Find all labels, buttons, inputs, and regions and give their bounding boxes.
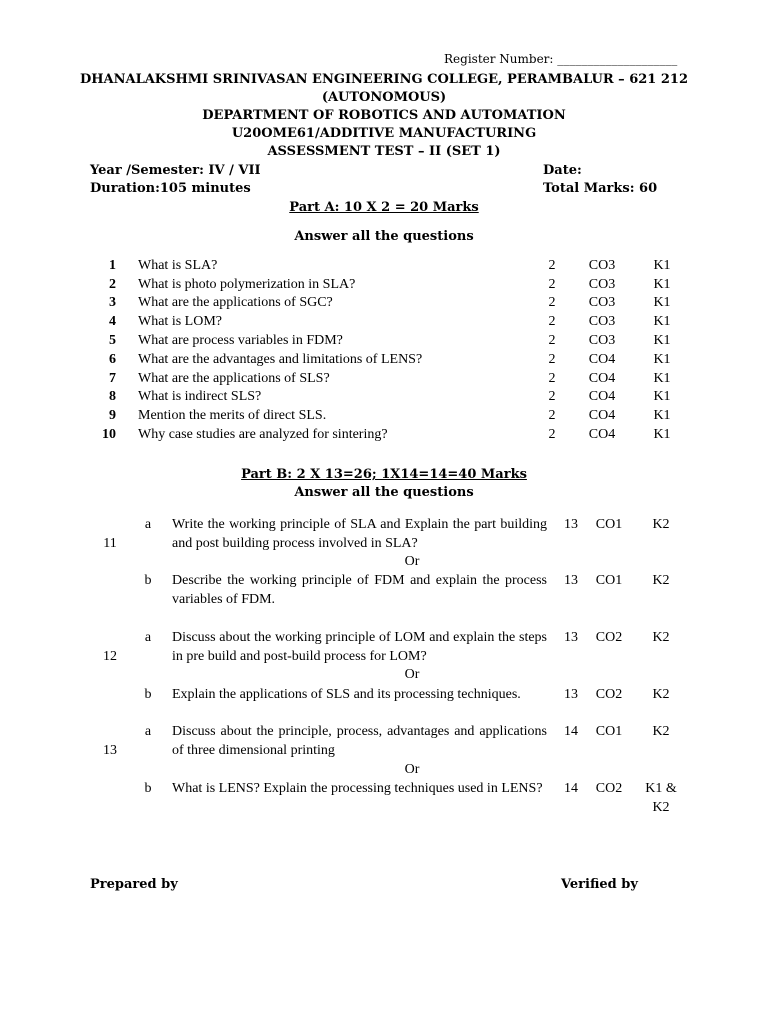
question-number: 3 (109, 295, 116, 310)
table-row (0, 371, 768, 390)
part-a-instruction: Answer all the questions (294, 229, 474, 244)
question-marks: 14 (564, 781, 578, 796)
course-outcome: CO4 (588, 352, 616, 367)
table-row (0, 314, 768, 333)
course-outcome: CO3 (588, 258, 616, 273)
knowledge-level: K1 (653, 352, 671, 367)
department-name: DEPARTMENT OF ROBOTICS AND AUTOMATION (202, 108, 566, 123)
question-number: 8 (109, 389, 116, 404)
or-separator: Or (404, 554, 420, 569)
question-text: Why case studies are analyzed for sintering? (138, 427, 388, 442)
table-row (0, 258, 768, 277)
question-text: Explain the applications of SLS and its processing techniques. (172, 687, 521, 702)
table-row (0, 333, 768, 352)
question-marks: 13 (564, 573, 578, 588)
course-outcome: CO2 (595, 781, 623, 796)
question-text: What is LOM? (138, 314, 222, 329)
question-marks: 2 (548, 427, 556, 442)
question-marks: 2 (548, 314, 556, 329)
option-label: b (144, 573, 152, 588)
question-marks: 13 (564, 517, 578, 532)
question-marks: 2 (548, 295, 556, 310)
question-text: Write the working principle of SLA and Explain the part building and post building process involved in SLA? (172, 517, 547, 551)
table-row (0, 408, 768, 427)
knowledge-level: K1 (653, 295, 671, 310)
autonomous-label: (AUTONOMOUS) (321, 90, 447, 105)
course-outcome: CO3 (588, 333, 616, 348)
question-number: 6 (109, 352, 116, 367)
option-label: a (144, 517, 152, 532)
question-text: What are the applications of SGC? (138, 295, 333, 310)
course-outcome: CO1 (595, 517, 623, 532)
knowledge-level: K1 (653, 389, 671, 404)
year-semester: Year /Semester: IV / VII (90, 163, 261, 178)
or-separator: Or (404, 667, 420, 682)
course-outcome: CO3 (588, 314, 616, 329)
course-outcome: CO4 (588, 427, 616, 442)
question-number: 5 (109, 333, 116, 348)
option-label: b (144, 687, 152, 702)
option-label: a (144, 630, 152, 645)
question-marks: 2 (548, 258, 556, 273)
knowledge-level: K1 (653, 427, 671, 442)
question-text: Describe the working principle of FDM and explain the process variables of FDM. (172, 573, 547, 607)
test-title: ASSESSMENT TEST – II (SET 1) (267, 144, 501, 159)
knowledge-level: K2 (652, 687, 670, 702)
question-text: What is LENS? Explain the processing techniques used in LENS? (172, 781, 543, 796)
knowledge-level: K1 & K2 (645, 781, 677, 815)
question-marks: 2 (548, 408, 556, 423)
question-number: 11 (103, 536, 117, 551)
table-row (0, 427, 768, 446)
knowledge-level: K1 (653, 371, 671, 386)
knowledge-level: K2 (652, 517, 670, 532)
table-row (0, 277, 768, 296)
verified-by-label: Verified by (561, 877, 638, 892)
part-a-title: Part A: 10 X 2 = 20 Marks (289, 200, 479, 215)
knowledge-level: K2 (652, 724, 670, 739)
question-number: 7 (109, 371, 116, 386)
course-outcome: CO3 (588, 277, 616, 292)
knowledge-level: K1 (653, 333, 671, 348)
table-row (0, 352, 768, 371)
question-marks: 2 (548, 389, 556, 404)
course-outcome: CO1 (595, 724, 623, 739)
knowledge-level: K1 (653, 408, 671, 423)
knowledge-level: K1 (653, 277, 671, 292)
part-b-title: Part B: 2 X 13=26; 1X14=14=40 Marks (241, 467, 527, 482)
option-label: b (144, 781, 152, 796)
question-text: What are the advantages and limitations of LENS? (138, 352, 423, 367)
question-number: 12 (103, 649, 117, 664)
table-row (0, 295, 768, 314)
question-number: 9 (109, 408, 116, 423)
or-separator: Or (404, 762, 420, 777)
question-number: 10 (102, 427, 116, 442)
prepared-by-label: Prepared by (90, 877, 178, 892)
question-text: Discuss about the principle, process, advantages and applications of three dimensional printing (172, 724, 547, 758)
course-code-title: U20OME61/ADDITIVE MANUFACTURING (231, 126, 537, 141)
college-name: DHANALAKSHMI SRINIVASAN ENGINEERING COLLEGE, PERAMBALUR – 621 212 (79, 72, 689, 87)
question-number: 4 (109, 314, 116, 329)
question-text: Discuss about the working principle of LOM and explain the steps in pre build and post-build process for LOM? (172, 630, 547, 664)
question-marks: 2 (548, 352, 556, 367)
register-number-field: Register Number: ____________________ (444, 52, 678, 66)
question-text: Mention the merits of direct SLS. (138, 408, 327, 423)
date-label: Date: (543, 163, 582, 178)
question-marks: 2 (548, 277, 556, 292)
question-marks: 2 (548, 371, 556, 386)
knowledge-level: K1 (653, 258, 671, 273)
total-marks: Total Marks: 60 (543, 181, 658, 196)
question-marks: 2 (548, 333, 556, 348)
question-marks: 13 (564, 687, 578, 702)
question-text: What is photo polymerization in SLA? (138, 277, 356, 292)
course-outcome: CO3 (588, 295, 616, 310)
question-text: What are process variables in FDM? (138, 333, 343, 348)
knowledge-level: K2 (652, 573, 670, 588)
course-outcome: CO4 (588, 389, 616, 404)
knowledge-level: K1 (653, 314, 671, 329)
course-outcome: CO4 (588, 371, 616, 386)
course-outcome: CO4 (588, 408, 616, 423)
course-outcome: CO2 (595, 630, 623, 645)
course-outcome: CO1 (595, 573, 623, 588)
question-number: 2 (109, 277, 116, 292)
question-marks: 14 (564, 724, 578, 739)
question-marks: 13 (564, 630, 578, 645)
question-number: 13 (103, 743, 117, 758)
question-text: What is SLA? (138, 258, 218, 273)
knowledge-level: K2 (652, 630, 670, 645)
table-row (0, 389, 768, 408)
option-label: a (144, 724, 152, 739)
question-text: What are the applications of SLS? (138, 371, 330, 386)
part-b-instruction: Answer all the questions (294, 485, 474, 500)
duration: Duration:105 minutes (90, 181, 251, 196)
question-number: 1 (109, 258, 116, 273)
course-outcome: CO2 (595, 687, 623, 702)
question-text: What is indirect SLS? (138, 389, 262, 404)
